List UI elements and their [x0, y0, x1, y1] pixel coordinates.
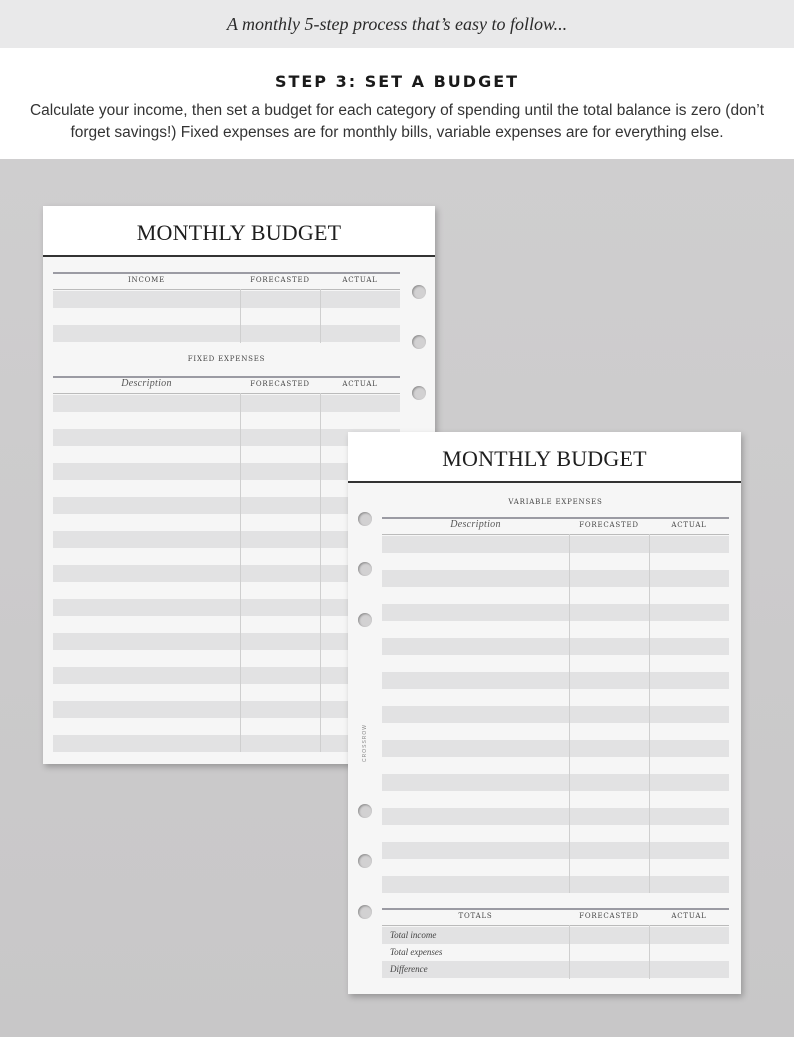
table-row[interactable]	[382, 655, 729, 672]
binder-hole	[358, 562, 372, 576]
totals-row[interactable]	[382, 944, 729, 961]
sheet-header	[43, 206, 435, 256]
step-description: Calculate your income, then set a budget for each category of spending until the total balance is zero (don’t forget savings!) Fixed expenses are for monthly bills, variable expenses are for everything else.	[29, 102, 765, 141]
totals-table	[382, 908, 729, 979]
totals-row[interactable]	[382, 927, 729, 944]
forecasted-header: FORECASTED	[579, 521, 639, 529]
column-divider	[240, 393, 241, 752]
table-row[interactable]	[382, 791, 729, 808]
column-divider	[569, 925, 570, 979]
column-divider	[320, 289, 321, 343]
actual-header: ACTUAL	[671, 912, 707, 920]
title-rule	[348, 481, 741, 483]
binder-hole	[412, 335, 426, 349]
table-row[interactable]	[382, 536, 729, 553]
total-expenses-label: Total expenses	[390, 947, 443, 957]
sheet-title: MONTHLY BUDGET	[442, 446, 647, 471]
sheet-title: MONTHLY BUDGET	[136, 220, 342, 245]
variable-expenses-label: VARIABLE EXPENSES	[508, 498, 603, 506]
table-row[interactable]	[382, 774, 729, 791]
actual-header: ACTUAL	[671, 521, 707, 529]
total-income-label: Total income	[390, 930, 437, 940]
table-row[interactable]	[53, 325, 400, 342]
table-row[interactable]	[382, 842, 729, 859]
column-divider	[320, 393, 321, 752]
table-row[interactable]	[382, 825, 729, 842]
binder-hole	[358, 512, 372, 526]
table-header-row	[53, 274, 400, 290]
table-row[interactable]	[382, 740, 729, 757]
step-title: STEP 3: SET A BUDGET	[274, 72, 520, 91]
binder-hole	[412, 386, 426, 400]
table-row[interactable]	[382, 689, 729, 706]
column-divider	[649, 534, 650, 893]
binder-hole	[358, 804, 372, 818]
table-row[interactable]	[382, 808, 729, 825]
table-row[interactable]	[53, 395, 400, 412]
table-row[interactable]	[53, 308, 400, 325]
table-row[interactable]	[382, 553, 729, 570]
table-row[interactable]	[382, 587, 729, 604]
binder-hole	[358, 613, 372, 627]
table-row[interactable]	[382, 604, 729, 621]
budget-sheet-variable	[348, 432, 741, 994]
binder-hole	[358, 905, 372, 919]
title-rule	[43, 255, 435, 257]
table-row[interactable]	[382, 876, 729, 893]
table-row[interactable]	[382, 570, 729, 587]
variable-expenses-table	[382, 517, 729, 893]
table-row[interactable]	[382, 723, 729, 740]
tagline: A monthly 5-step process that’s easy to follow...	[226, 13, 568, 34]
income-table	[53, 272, 400, 343]
sheet-header	[348, 432, 741, 482]
totals-row[interactable]	[382, 961, 729, 978]
description-header: Description	[450, 519, 501, 530]
difference-label: Difference	[390, 964, 428, 974]
description-header: Description	[121, 378, 172, 389]
table-row[interactable]	[53, 291, 400, 308]
table-header-row	[53, 378, 400, 394]
actual-header: ACTUAL	[342, 380, 378, 388]
table-row[interactable]	[382, 621, 729, 638]
income-header: INCOME	[127, 276, 166, 284]
table-header-row	[382, 910, 729, 926]
forecasted-header: FORECASTED	[250, 380, 310, 388]
column-divider	[569, 534, 570, 893]
brand-mark: CROSSROW	[362, 724, 368, 762]
column-divider	[649, 925, 650, 979]
table-row[interactable]	[382, 706, 729, 723]
actual-header: ACTUAL	[342, 276, 378, 284]
forecasted-header: FORECASTED	[579, 912, 639, 920]
intro-section	[0, 48, 794, 159]
column-divider	[240, 289, 241, 343]
table-row[interactable]	[382, 757, 729, 774]
binder-hole	[358, 854, 372, 868]
table-row[interactable]	[382, 638, 729, 655]
forecasted-header: FORECASTED	[250, 276, 310, 284]
table-row[interactable]	[382, 859, 729, 876]
fixed-expenses-label: FIXED EXPENSES	[187, 355, 266, 363]
tagline-bar	[0, 0, 794, 48]
totals-header: TOTALS	[458, 912, 493, 920]
binder-hole	[412, 285, 426, 299]
table-row[interactable]	[53, 412, 400, 429]
table-row[interactable]	[382, 672, 729, 689]
table-header-row	[382, 519, 729, 535]
